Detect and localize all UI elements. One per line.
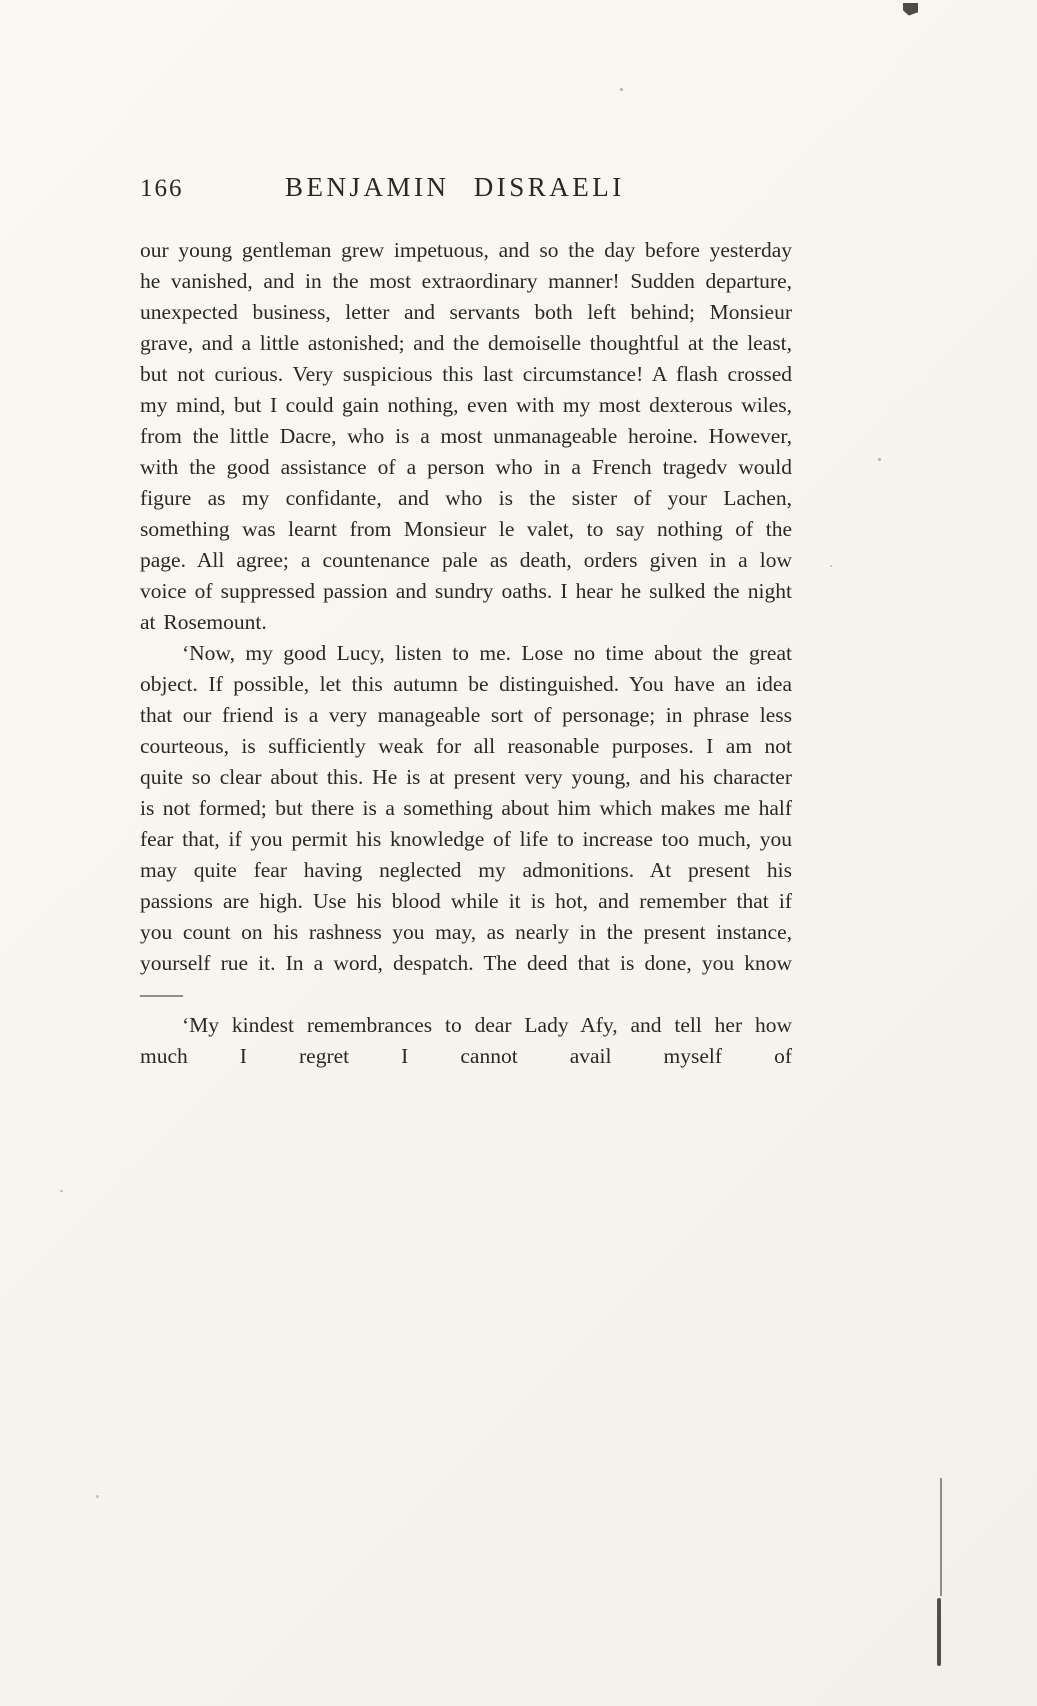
- running-header: [140, 172, 792, 203]
- scan-artifact-speck: [830, 565, 832, 567]
- scan-artifact-speck: [60, 1190, 63, 1192]
- body-text: [140, 235, 792, 1072]
- page-title: BENJAMIN DISRAELI: [285, 172, 625, 202]
- scan-artifact-edge-line: [937, 1598, 941, 1666]
- paragraph: ‘My kindest remembrances to dear Lady Afy, and tell her how much I regret I cannot avail myself of: [140, 1013, 792, 1068]
- scan-artifact-speck: [620, 88, 623, 91]
- text-block: [140, 172, 792, 1072]
- paragraph: our young gentleman grew impetuous, and so the day before yesterday he vanished, and in the most extraordinary manner! Sudden departure, unexpected business, letter and servants both left behind; Monsieur grave, and a little astonished; and the demoiselle thoughtful at the least, but not curious. Very suspicious this last circumstance! A flash crossed my mind, but I could gain nothing, even with my most dexterous wiles, from the little Dacre, who is a most unmanageable heroine. However, with the good assistance of a person who in a French tragedv would figure as my confidante, and who is the sister of your Lachen, something was learnt from Monsieur le valet, to say nothing of the page. All agree; a countenance pale as death, orders given in a low voice of suppressed passion and sundry oaths. I hear he sulked the night at Rosemount.: [140, 238, 792, 634]
- scan-artifact-speck: [878, 458, 881, 461]
- scan-artifact-speck: [96, 1495, 99, 1498]
- page-number: 166: [140, 175, 184, 202]
- scan-artifact-edge-line: [940, 1478, 942, 1596]
- scan-artifact-ink-mark: [903, 3, 918, 24]
- paragraph: ‘Now, my good Lucy, listen to me. Lose no time about the great object. If possible, let this autumn be distinguished. You have an idea that our friend is a very manageable sort of personage; in phrase less courteous, is sufficiently weak for all reasonable purposes. I am not quite so clear about this. He is at present very young, and his character is not formed; but there is a something about him which makes me half fear that, if you permit his knowledge of life to increase too much, you may quite fear having neglected my admonitions. At present his passions are high. Use his blood while it is hot, and remember that if you count on his rashness you may, as nearly in the present instance, yourself rue it. In a word, despatch. The deed that is done, you know ——: [140, 641, 792, 1006]
